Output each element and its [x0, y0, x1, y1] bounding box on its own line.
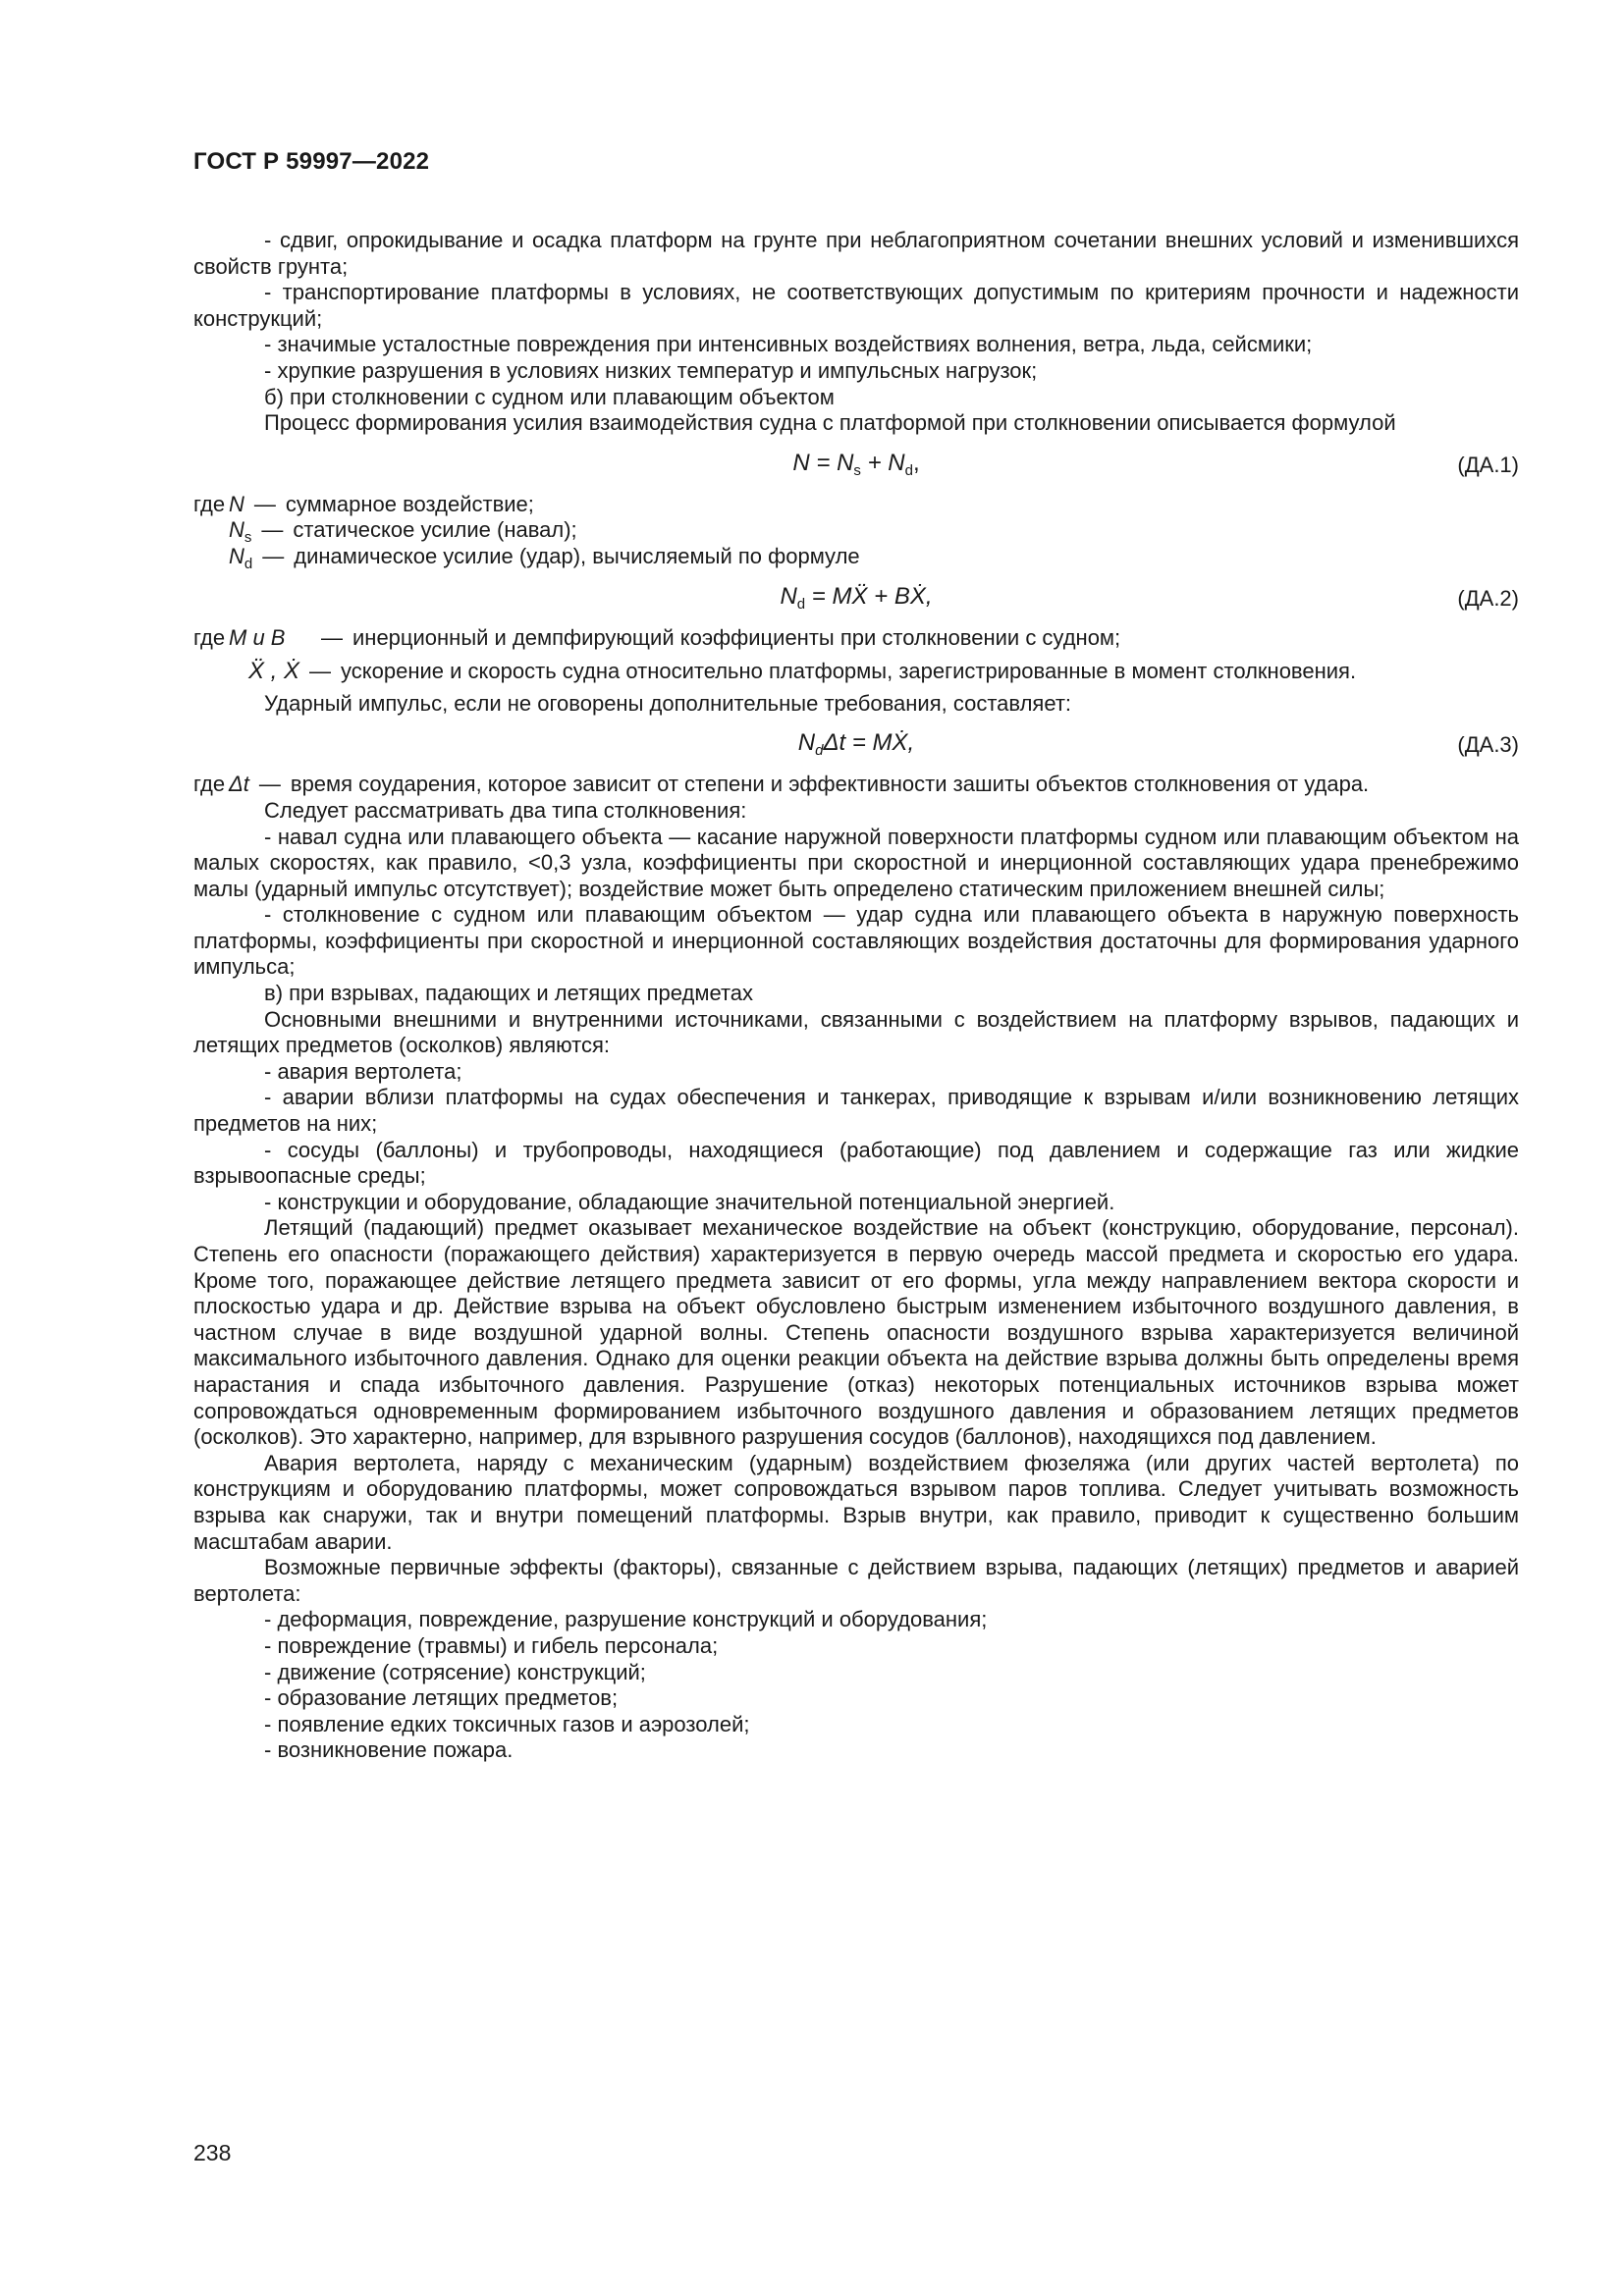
definition-row: Ẍ , Ẋ — ускорение и скорость судна относительно платформы, зарегистрированные в момент столкновения. — [248, 658, 1357, 685]
formula-da2-expression: $N_d$ = MẌ + BẊ, — [780, 582, 933, 613]
formula-da3-expression: $N_d\Delta t$ = MẊ, — [797, 729, 915, 760]
formula-da3-number: (ДА.3) — [1457, 732, 1519, 758]
paragraph: - аварии вблизи платформы на судах обеспечения и танкерах, приводящие к взрывам и/или возникновению летящих предметов на них; — [193, 1085, 1519, 1137]
paragraph: в) при взрывах, падающих и летящих предметах — [264, 981, 754, 1006]
body-text — [193, 798, 1519, 1764]
paragraph: Следует рассматривать два типа столкновения: — [264, 797, 747, 823]
formula-da1-expression: $N = N_s + N_d$, — [792, 449, 920, 479]
definition-row: где Δt — время соударения, которое зависит от степени и эффективности зашиты объектов столкновения от удара. — [193, 772, 1370, 797]
paragraph: - образование летящих предметов; — [264, 1685, 619, 1711]
paragraph: - возникновение пожара. — [264, 1737, 514, 1763]
formula-da2-number: (ДА.2) — [1457, 585, 1519, 611]
paragraph: - сдвиг, опрокидывание и осадка платформ на грунте при неблагоприятном сочетании внешних условий и изменившихся свойств грунта; — [193, 228, 1519, 279]
paragraph: - движение (сотрясение) конструкций; — [264, 1659, 646, 1684]
definition-row: $N_d$ — динамическое усилие (удар), вычисляемый по формуле — [229, 543, 860, 572]
paragraph: Основными внешними и внутренними источниками, связанными с воздействием на платформу взрывов, падающих и летящих предметов (осколков) являются: — [193, 1006, 1519, 1058]
paragraph: - повреждение (травмы) и гибель персонала; — [264, 1632, 719, 1658]
definition-row: где N — суммарное воздействие; — [193, 491, 534, 516]
paragraph: Авария вертолета, наряду с механическим (ударным) воздействием фюзеляжа (или других частей вертолета) по конструкциям и оборудованию платформы, может сопровождаться взрывом паров топлива. Следует учитывать возможность взрыва как снаружи, так и внутри помещений платформы. Взрыв внутри, как правило, приводит к существенно большим масштабам аварии. — [193, 1450, 1519, 1554]
definitions-da1 — [193, 492, 1519, 570]
paragraph: - столкновение с судном или плавающим объектом — удар судна или плавающего объекта в наружную поверхность платформы, коэффициенты при скоростной и инерционной составляющих воздействия достаточны для формирования ударного импульса; — [193, 902, 1519, 980]
page-number: 238 — [193, 2140, 232, 2165]
definitions-da2 — [193, 625, 1519, 685]
page-content — [193, 228, 1519, 1764]
paragraph: Возможные первичные эффекты (факторы), связанные с действием взрыва, падающих (летящих) предметов и аварией вертолета: — [193, 1555, 1519, 1606]
document-header: ГОСТ Р 59997—2022 — [193, 148, 430, 175]
definition-row: $N_s$ — статическое усилие (навал); — [229, 517, 577, 547]
formula-da1 — [193, 439, 1519, 490]
paragraph: - навал судна или плавающего объекта — касание наружной поверхности платформы судном или плавающим объектом на малых скоростях, как правило, <0,3 узла, коэффициенты при скоростной и инерционной составляющих удара пренебрежимо малы (ударный импульс отсутствует); воздействие может быть определено статическим приложением внешней силы; — [193, 824, 1519, 901]
definitions-da3 — [193, 772, 1519, 798]
definition-row: где M и B — инерционный и демпфирующий коэффициенты при столкновении с судном; — [193, 624, 1121, 650]
paragraph: Ударный импульс, если не оговорены дополнительные требования, составляет: — [264, 690, 1072, 716]
formula-da2 — [193, 572, 1519, 623]
paragraph: Процесс формирования усилия взаимодействия судна с платформой при столкновении описывается формулой — [264, 410, 1396, 436]
paragraph: - сосуды (баллоны) и трубопроводы, находящиеся (работающие) под давлением и содержащие газ или жидкие взрывоопасные среды; — [193, 1137, 1519, 1189]
paragraph: - появление едких токсичных газов и аэрозолей; — [264, 1711, 750, 1736]
paragraph: - транспортирование платформы в условиях, не соответствующих допустимым по критериям прочности и надежности конструкций; — [193, 280, 1519, 331]
formula-da1-number: (ДА.1) — [1457, 452, 1519, 477]
paragraph: - авария вертолета; — [264, 1058, 462, 1084]
paragraph: - значимые усталостные повреждения при интенсивных воздействиях волнения, ветра, льда, сейсмики; — [264, 332, 1313, 357]
paragraph: Летящий (падающий) предмет оказывает механическое воздействие на объект (конструкцию, оборудование, персонал). Степень его опасности (поражающего действия) характеризуется в первую очередь массой предмета и скоростью его удара. Кроме того, поражающее действие летящего предмета зависит от его формы, угла между направлением вектора скорости и плоскостью удара и др. Действие взрыва на объект обусловлено быстрым изменением избыточного воздушного давления, в частном случае в виде воздушной ударной волны. Степень опасности воздушного взрыва характеризуется величиной максимального избыточного давления. Однако для оценки реакции объекта на действие взрыва должны быть определены время нарастания и спада избыточного давления. Разрушение (отказ) некоторых потенциальных источников взрыва может сопровождаться одновременным формированием избыточного воздушного давления и образованием летящих предметов (осколков). Это характерно, например, для взрывного разрушения сосудов (баллонов), находящихся под давлением. — [193, 1215, 1519, 1450]
paragraph: б) при столкновении с судном или плавающим объектом — [264, 384, 835, 409]
paragraph: - деформация, повреждение, разрушение конструкций и оборудования; — [264, 1607, 988, 1632]
paragraph: - конструкции и оборудование, обладающие значительной потенциальной энергией. — [264, 1189, 1115, 1214]
formula-da3 — [193, 719, 1519, 770]
paragraph: - хрупкие разрушения в условиях низких температур и импульсных нагрузок; — [264, 357, 1038, 383]
